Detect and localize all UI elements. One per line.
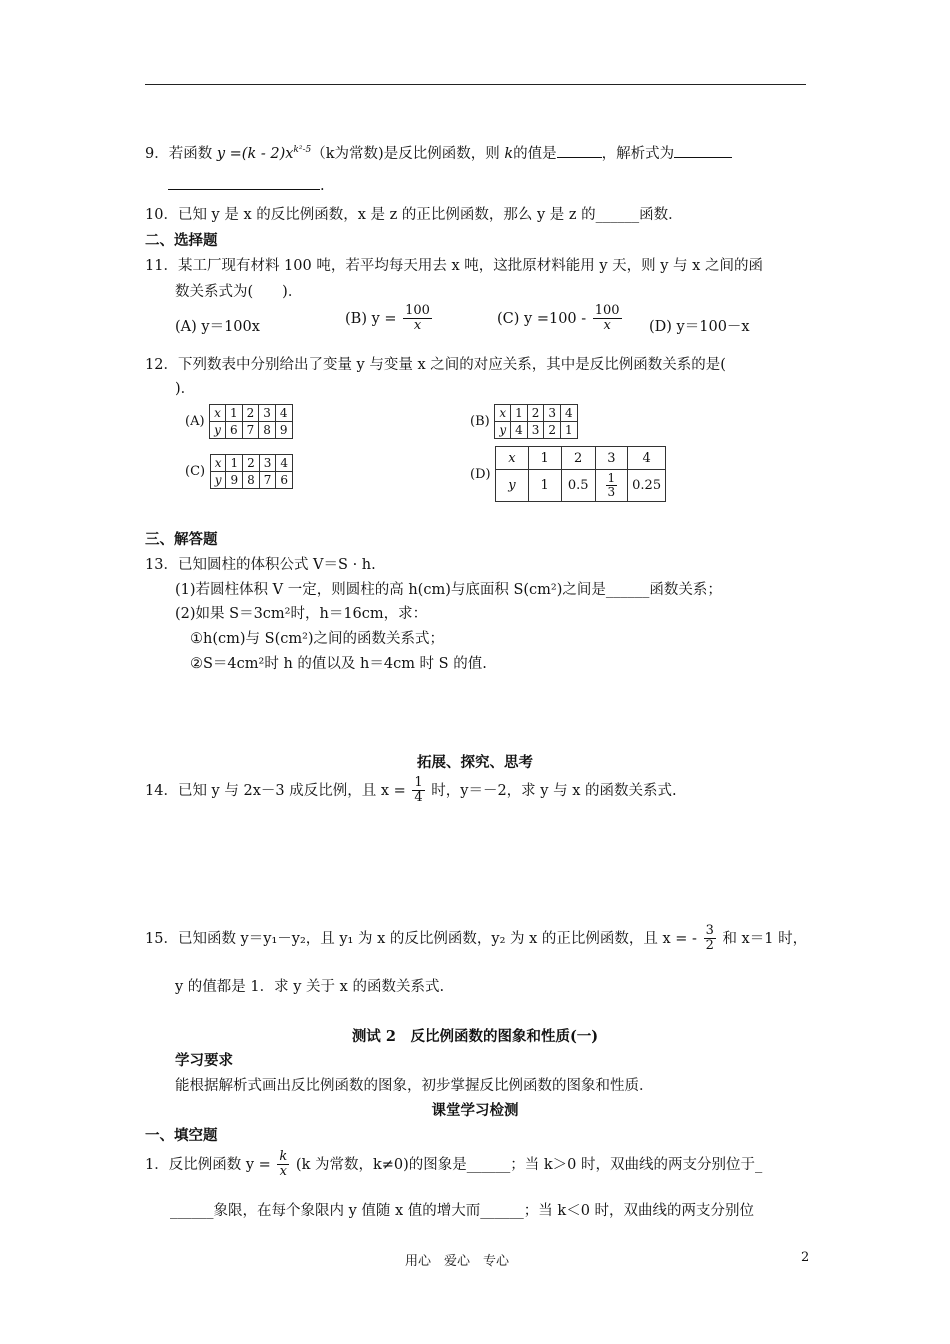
study-requirements-text: 能根据解析式画出反比例函数的图象，初步掌握反比例函数的图象和性质．	[175, 1078, 654, 1094]
q14-fraction	[412, 776, 424, 806]
fraction	[606, 472, 618, 499]
q9-equation: y =(k - 2)x	[216, 146, 294, 162]
table-cell: 4	[275, 405, 292, 422]
table-cell: 3	[544, 405, 561, 422]
option-c-prefix: (C) y =100 -	[497, 310, 587, 327]
table-row	[496, 447, 666, 470]
option-b	[345, 304, 434, 334]
table-a	[185, 404, 293, 439]
option-c-den: x	[603, 318, 611, 334]
option-d: (D) y＝100－x	[649, 319, 750, 335]
table-cell: 1	[225, 405, 242, 422]
q9-blank-1	[557, 145, 602, 158]
q9-label: 9．若函数	[145, 146, 213, 162]
table-cell: 2	[242, 405, 259, 422]
table-cell: 2	[561, 447, 595, 470]
table-cell: 2	[527, 405, 544, 422]
question-13-line-2: (1)若圆柱体积 V 一定，则圆柱的高 h(cm)与底面积 S(cm²)之间是______函数关系；	[175, 582, 722, 598]
table-b-label: (B)	[470, 414, 490, 429]
question-12-line-1: 12．下列数表中分别给出了变量 y 与变量 x 之间的对应关系，其中是反比例函数关系的是(	[145, 357, 726, 373]
table-row	[210, 405, 292, 422]
table-row	[210, 422, 292, 439]
q14-post: 时，y＝－2，求 y 与 x 的函数关系式.	[431, 782, 677, 799]
table-cell: 3	[259, 455, 276, 472]
question-13-line-5: ②S＝4cm²时 h 的值以及 h＝4cm 时 S 的值.	[190, 656, 487, 672]
q1-post: (k 为常数，k≠0)的图象是______；当 k＞0 时，双曲线的两支分别位于_	[295, 1156, 763, 1173]
table-cell: 7	[242, 422, 259, 439]
q14-den: 4	[414, 790, 423, 806]
table-cell: 1	[528, 447, 561, 470]
question-11-line-1: 11．某工厂现有材料 100 吨，若平均每天用去 x 吨，这批原材料能用 y 天，则 y 与 x 之间的函	[145, 258, 763, 274]
table-c-grid	[210, 454, 293, 489]
header-rule	[145, 84, 806, 85]
table-cell: 1	[561, 422, 578, 439]
q9-blank-3	[168, 177, 320, 190]
table-cell: y	[496, 470, 528, 502]
option-b-prefix: (B) y =	[345, 310, 397, 327]
table-row	[210, 472, 292, 489]
table-cell: x	[496, 447, 528, 470]
q1-den: x	[279, 1164, 288, 1180]
table-cell: 4	[511, 422, 528, 439]
table-cell: 7	[259, 472, 276, 489]
q9-end: .	[320, 178, 325, 194]
q9-continuation	[168, 177, 325, 194]
q14-pre: 14．已知 y 与 2x－3 成反比例，且 x =	[145, 782, 406, 799]
question-15-line-2: y 的值都是 1．求 y 关于 x 的函数关系式.	[175, 979, 445, 995]
section-fill-blank: 一、填空题	[145, 1127, 218, 1144]
table-c	[185, 454, 293, 489]
table-cell: 3	[527, 422, 544, 439]
table-row	[210, 455, 292, 472]
table-a-grid	[209, 404, 292, 439]
question-13-line-3: (2)如果 S＝3cm²时，h＝16cm，求：	[175, 606, 428, 622]
table-cell: 3	[259, 405, 276, 422]
q9-k: k	[504, 146, 514, 162]
option-a: (A) y＝100x	[175, 319, 260, 335]
table-cell: 0.25	[628, 470, 666, 502]
table-cell: x	[210, 405, 226, 422]
table-cell: 8	[243, 472, 260, 489]
question-1	[145, 1150, 762, 1180]
q1-pre: 1．反比例函数 y =	[145, 1156, 271, 1173]
table-cell: 4	[628, 447, 666, 470]
table-cell: 0.5	[561, 470, 595, 502]
table-cell: 6	[276, 472, 293, 489]
fraction-den: 3	[607, 485, 616, 500]
footer-motto: 用心 爱心 专心	[405, 1254, 510, 1269]
question-10: 10．已知 y 是 x 的反比例函数，x 是 z 的正比例函数，那么 y 是 z 的______函数．	[145, 207, 683, 223]
table-cell: x	[210, 455, 226, 472]
table-d-label: (D)	[470, 466, 491, 482]
table-c-label: (C)	[185, 464, 206, 479]
option-b-den: x	[413, 318, 422, 334]
table-b-grid	[494, 404, 577, 439]
q15-post: 和 x＝1 时，	[722, 930, 808, 947]
table-cell: 9	[226, 472, 243, 489]
table-row	[495, 422, 577, 439]
q15-num: 3	[705, 923, 714, 938]
table-d	[470, 446, 666, 502]
study-requirements-heading: 学习要求	[175, 1052, 233, 1069]
q1-num: k	[279, 1149, 288, 1164]
table-cell: x	[495, 405, 511, 422]
table-cell: 8	[259, 422, 276, 439]
q15-den: 2	[705, 938, 714, 954]
question-12-line-2: )．	[175, 381, 196, 397]
table-cell: y	[210, 472, 226, 489]
option-c-num: 100	[594, 303, 620, 318]
section-choice: 二、选择题	[145, 232, 218, 249]
q9-tail: 的值是	[513, 146, 557, 162]
table-cell: 2	[243, 455, 260, 472]
table-row	[495, 405, 577, 422]
table-cell: 6	[225, 422, 242, 439]
table-cell: 2	[544, 422, 561, 439]
option-b-fraction	[403, 304, 432, 334]
question-13-line-4: ①h(cm)与 S(cm²)之间的函数关系式；	[190, 631, 445, 647]
fraction-num: 1	[607, 471, 616, 485]
table-b	[470, 404, 578, 439]
table-cell-fraction	[595, 470, 628, 502]
option-b-num: 100	[405, 303, 430, 318]
table-cell: 1	[528, 470, 561, 502]
table-cell: 4	[276, 455, 293, 472]
table-cell: y	[495, 422, 511, 439]
section-answers: 三、解答题	[145, 531, 218, 548]
q14-num: 1	[414, 775, 423, 790]
question-1-line-2: ______象限，在每个象限内 y 值随 x 值的增大而______；当 k＜0 时，双曲线的两支分别位	[170, 1203, 755, 1219]
question-13-line-1: 13．已知圆柱的体积公式 V＝S · h.	[145, 557, 376, 573]
question-9	[145, 142, 732, 163]
q9-blank-2	[674, 145, 732, 158]
question-15	[145, 924, 807, 954]
table-cell: 3	[595, 447, 628, 470]
q9-text: （k为常数)是反比例函数，则	[311, 146, 500, 162]
q15-pre: 15．已知函数 y＝y₁－y₂，且 y₁ 为 x 的反比例函数，y₂ 为 x 的正比例函数，且 x = -	[145, 930, 697, 947]
question-11-options	[175, 304, 795, 344]
question-11-line-2: 数关系式为( )．	[175, 284, 303, 300]
q1-fraction	[277, 1150, 289, 1180]
table-cell: 9	[275, 422, 292, 439]
table-cell: 1	[511, 405, 528, 422]
q9-exponent: k²-5	[293, 145, 312, 156]
page-number: 2	[801, 1250, 810, 1265]
table-d-grid	[495, 446, 666, 502]
table-cell: y	[210, 422, 226, 439]
question-14	[145, 776, 677, 806]
test-2-title: 测试 2 反比例函数的图象和性质(一)	[351, 1028, 599, 1045]
option-c	[497, 304, 624, 334]
class-check-heading: 课堂学习检测	[431, 1102, 519, 1119]
option-c-fraction	[593, 304, 622, 334]
q15-fraction	[704, 924, 716, 954]
table-a-label: (A)	[185, 414, 205, 429]
q9-tail2: ，解析式为	[601, 146, 675, 162]
table-row	[496, 470, 666, 502]
section-extension: 拓展、探究、思考	[417, 754, 533, 771]
table-cell: 1	[226, 455, 243, 472]
table-cell: 4	[561, 405, 578, 422]
